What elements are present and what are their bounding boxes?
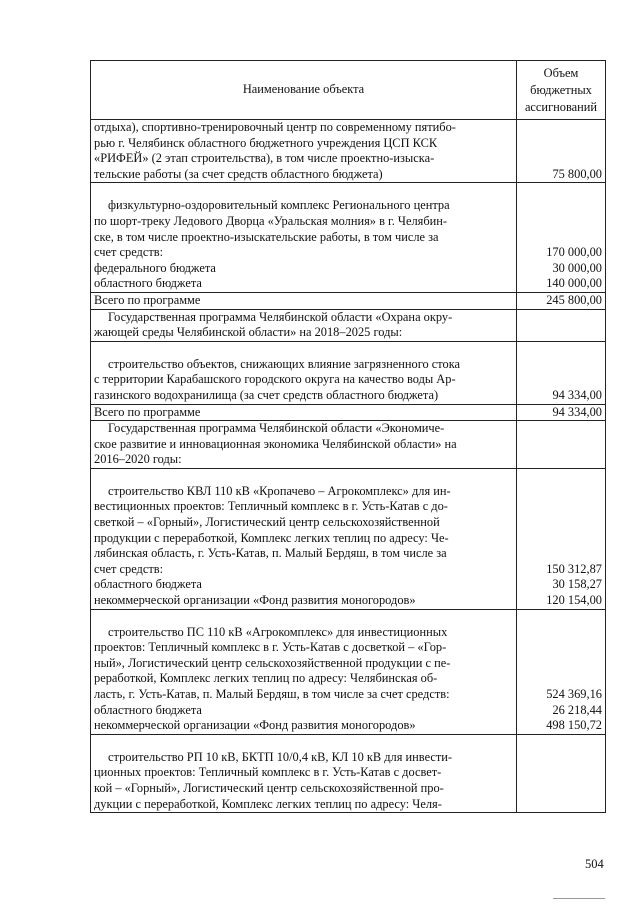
amount-value: 150 312,87: [546, 561, 602, 576]
object-amounts: [517, 309, 606, 341]
amount-value: 30 158,27: [552, 577, 602, 592]
amount-value: [520, 499, 602, 515]
header-budget-amount: [517, 61, 606, 120]
amount-value: [520, 230, 602, 246]
table-row: [91, 734, 606, 812]
description-line: строительство ПС 110 кВ «Агрокомплекс» для инвестиционных: [108, 624, 448, 639]
amount-value: [520, 198, 602, 214]
description-line: строительство объектов, снижающих влияние загрязненного стока: [108, 356, 461, 371]
description-line: продукции с переработкой, Комплекс легких теплиц по адресу: Че-: [94, 530, 449, 545]
description-line: проектов: Тепличный комплекс в г. Усть-Катав с досветкой – «Гор-: [94, 640, 447, 655]
description-line: ласть, г. Усть-Катав, п. Малый Бердяш, в том числе за счет средств:: [94, 687, 450, 701]
spacer: [94, 342, 513, 357]
amount-value: [520, 214, 602, 230]
description-line: областного бюджета: [94, 276, 202, 291]
spacer: [520, 469, 602, 484]
total-amount: 245 800,00: [517, 292, 606, 309]
object-description: [91, 120, 517, 183]
amount-value: 524 369,16: [546, 687, 602, 701]
description-line: лябинская область, г. Усть-Катав, п. Малый Бердяш, в том числе за: [94, 546, 447, 561]
object-amounts: [517, 183, 606, 293]
description-line: ское развитие и инновационная экономика Челябинской области» на: [94, 436, 457, 451]
description-line: тельские работы (за счет средств областного бюджета): [94, 166, 383, 181]
header-amount-line: ассигнований: [524, 99, 598, 114]
amount-value: 75 800,00: [552, 166, 602, 181]
header-amount-line: Объем: [543, 65, 579, 80]
description-line: с территории Карабашского городского округа на качество воды Ар-: [94, 372, 456, 387]
amount-value: [520, 781, 602, 797]
table-row: [91, 421, 606, 469]
description-line: дукции с переработкой, Комплекс легких теплиц по адресу: Челя-: [94, 796, 442, 811]
object-description: [91, 734, 517, 812]
amount-value: [520, 372, 602, 388]
amount-value: [520, 310, 602, 326]
spacer: [520, 735, 602, 750]
description-line: кой – «Горный», Логистический центр сельскохозяйственной про-: [94, 780, 444, 795]
header-object-name: Наименование объекта: [91, 61, 517, 120]
object-amounts: [517, 120, 606, 183]
amount-value: [520, 484, 602, 500]
amount-value: [520, 120, 602, 136]
object-amounts: [517, 734, 606, 812]
object-amounts: [517, 609, 606, 734]
total-label: Всего по программе: [91, 292, 517, 309]
amount-value: 120 154,00: [546, 593, 602, 608]
object-description: [91, 609, 517, 734]
description-line: федерального бюджета: [94, 260, 216, 275]
table-row: [91, 341, 606, 404]
description-line: счет средств:: [94, 245, 164, 260]
description-line: по шорт-треку Ледового Дворца «Уральская молния» в г. Челябин-: [94, 213, 448, 228]
amount-value: [520, 671, 602, 687]
table-body: [91, 120, 606, 813]
spacer: [520, 342, 602, 357]
amount-value: [520, 531, 602, 547]
program-total-row: [91, 404, 606, 421]
amount-value: [520, 625, 602, 641]
object-description: [91, 468, 517, 609]
amount-value: [520, 750, 602, 766]
object-amounts: [517, 341, 606, 404]
table-row: [91, 609, 606, 734]
total-amount: 94 334,00: [517, 404, 606, 421]
amount-value: [520, 421, 602, 437]
amount-value: 30 000,00: [552, 260, 602, 275]
table-row: [91, 309, 606, 341]
spacer: [520, 610, 602, 625]
description-line: некоммерческой организации «Фонд развития моногородов»: [94, 593, 416, 608]
amount-value: [520, 437, 602, 453]
description-line: Государственная программа Челябинской области «Экономиче-: [108, 421, 445, 436]
amount-value: [520, 515, 602, 531]
spacer: [520, 183, 602, 198]
footer-rule: [553, 898, 605, 899]
amount-value: [520, 546, 602, 562]
description-line: отдыха), спортивно-тренировочный центр по современному пятибо-: [94, 120, 456, 134]
description-line: «РИФЕЙ» (2 этап строительства), в том числе проектно-изыска-: [94, 151, 435, 166]
table-header-row: [91, 61, 606, 120]
budget-table: [90, 60, 606, 813]
description-line: счет средств:: [94, 561, 164, 576]
amount-value: 26 218,44: [552, 702, 602, 717]
object-description: [91, 183, 517, 293]
amount-value: 140 000,00: [546, 276, 602, 291]
description-line: 2016–2020 годы:: [94, 452, 182, 467]
object-description: [91, 421, 517, 469]
table-row: [91, 468, 606, 609]
amount-value: [520, 797, 602, 813]
description-line: реработкой, Комплекс легких теплиц по адресу: Челябинская об-: [94, 671, 438, 686]
amount-value: 498 150,72: [546, 718, 602, 733]
amount-value: 94 334,00: [552, 387, 602, 402]
description-line: областного бюджета: [94, 577, 202, 592]
object-description: [91, 341, 517, 404]
description-line: некоммерческой организации «Фонд развития моногородов»: [94, 718, 416, 733]
amount-value: [520, 656, 602, 672]
description-line: ционных проектов: Тепличный комплекс в г. Усть-Катав с досвет-: [94, 765, 442, 780]
header-amount-line: бюджетных: [530, 82, 592, 97]
description-line: строительство РП 10 кВ, БКТП 10/0,4 кВ, КЛ 10 кВ для инвести-: [108, 749, 453, 764]
description-line: газинского водохранилища (за счет средств областного бюджета): [94, 387, 439, 402]
amount-value: [520, 765, 602, 781]
amount-value: [520, 452, 602, 468]
amount-value: [520, 357, 602, 373]
object-description: [91, 309, 517, 341]
amount-value: [520, 640, 602, 656]
description-line: строительство КВЛ 110 кВ «Кропачево – Агрокомплекс» для ин-: [108, 483, 451, 498]
description-line: физкультурно-оздоровительный комплекс Регионального центра: [108, 198, 450, 213]
description-line: ске, в том числе проектно-изыскательские работы, в том числе за: [94, 229, 439, 244]
amount-value: 170 000,00: [546, 245, 602, 260]
description-line: областного бюджета: [94, 702, 202, 717]
description-line: светкой – «Горный», Логистический центр сельскохозяйственной: [94, 515, 440, 530]
description-line: Государственная программа Челябинской области «Охрана окру-: [108, 309, 453, 324]
amount-value: [520, 325, 602, 341]
amount-value: [520, 151, 602, 167]
description-line: рью г. Челябинск областного бюджетного учреждения ЦСП КСК: [94, 135, 438, 150]
spacer: [94, 610, 513, 625]
spacer: [94, 735, 513, 750]
spacer: [94, 469, 513, 484]
amount-value: [520, 136, 602, 152]
object-amounts: [517, 468, 606, 609]
description-line: ный», Логистический центр сельскохозяйственной продукции с пе-: [94, 655, 451, 670]
page-number: 504: [585, 857, 604, 871]
description-line: жающей среды Челябинской области» на 2018–2025 годы:: [94, 325, 403, 340]
total-label: Всего по программе: [91, 404, 517, 421]
table-row: [91, 120, 606, 183]
spacer: [94, 183, 513, 198]
program-total-row: [91, 292, 606, 309]
description-line: вестиционных проектов: Тепличный комплекс в г. Усть-Катав с до-: [94, 499, 448, 514]
object-amounts: [517, 421, 606, 469]
table-row: [91, 183, 606, 293]
